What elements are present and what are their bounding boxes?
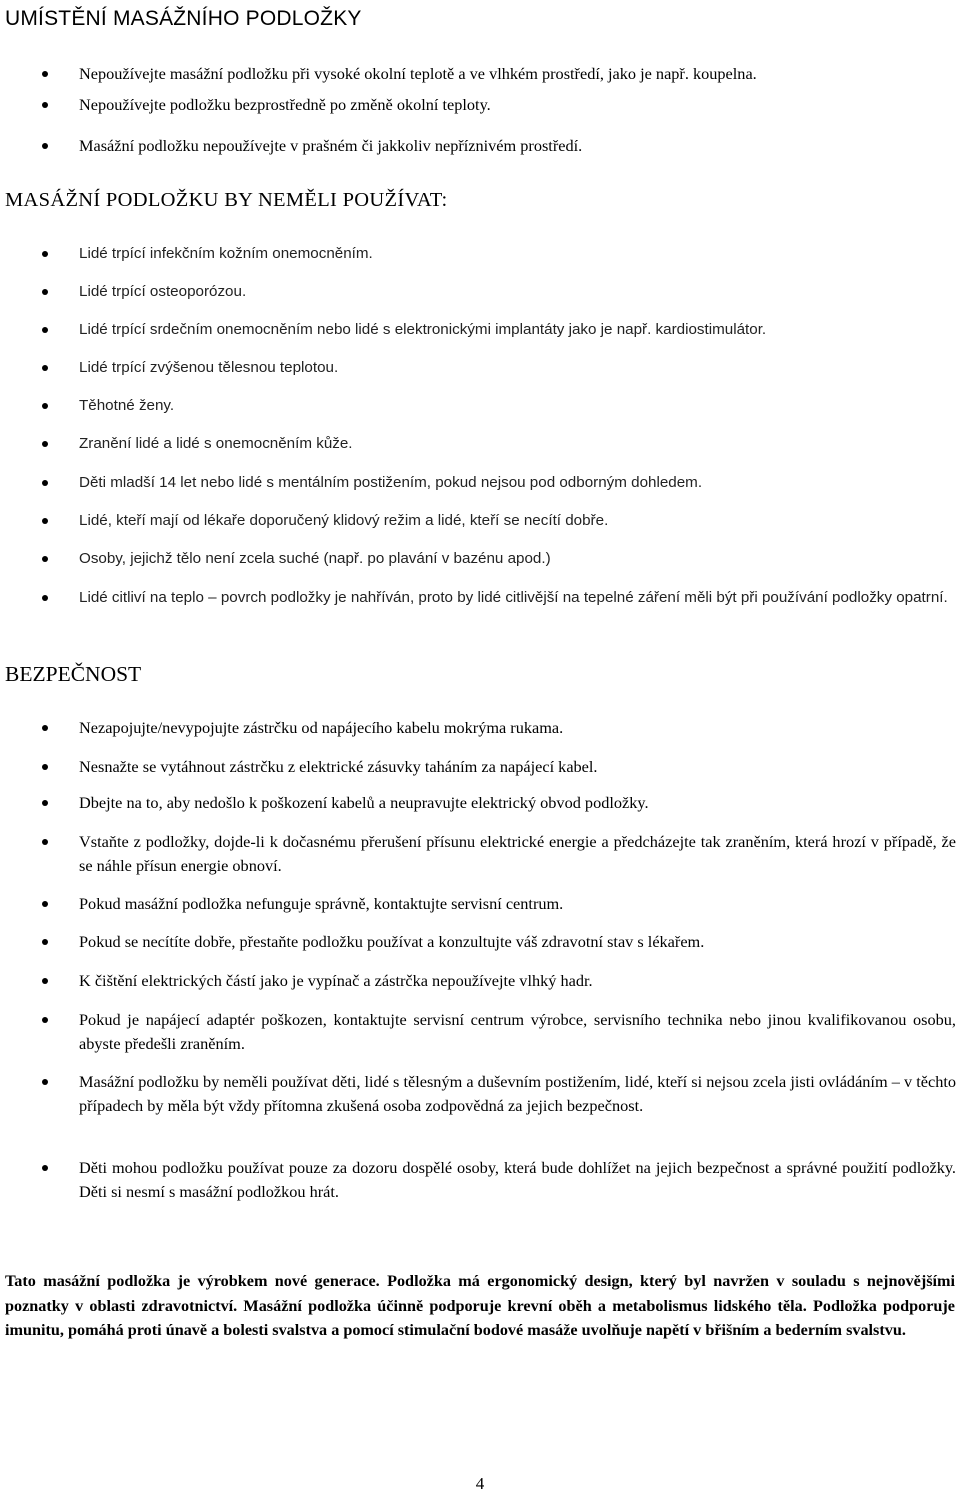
bullet-icon — [42, 327, 48, 333]
document-page: UMÍSTĚNÍ MASÁŽNÍHO PODLOŽKY Nepoužívejte masážní podložku při vysoké okolní teplotě a ve vlhkém prostředí, jako je např. koupelna. Nepoužívejte podložku bezprostředně po změně okolní teploty. Masážní podložku nepoužívejte v prašném či jakkoliv nepříznivém prostředí. MASÁŽNÍ PODLOŽKU BY NEMĚLI POUŽÍVAT: Lidé trpící infekčním kožním onemocněním. Lidé trpící osteoporózou. Lidé trpící srdečním onemocněním nebo lidé s elektronickými implantáty jako je např. kardiostimulátor. Lidé trpící zvýšenou tělesnou teplotou. Těhotné ženy. Zranění lidé a lidé s onemocněním kůže. Děti mladší 14 let nebo lidé s mentálním postižením, pokud nejsou pod odborným dohledem. Lidé, kteří mají od lékaře doporučený klidový režim a lidé, kteří se necítí dobře. Osoby, jejichž tělo není zcela suché (např. po plavání v bazénu apod.) Lidé citliví na teplo – povrch podložky je nahříván, proto by lidé citlivější na tepelné záření měli být při používání podložky opatrní. BEZPEČNOST Nezapojujte/nevypojujte zástrčku od napájecího kabelu mokrýma rukama. Nesnažte se vytáhnout zástrčku z elektrické zásuvky taháním za napájecí kabel. Dbejte na to, aby nedošlo k poškození kabelů a neupravujte elektrický obvod podložky. Vstaňte z podložky, dojde-li k dočasnému přerušení přísunu elektrické energie a předcházejte tak zraněním, která hrozí v případě, že se náhle přísun energie obnoví. Pokud masážní podložka nefunguje správně, kontaktujte servisní centrum. Pokud se necítíte dobře, přestaňte podložku používat a konzultujte váš zdravotní stav s lékařem. K čištění elektrických částí jako je vypínač a zástrčka nepoužívejte vlhký hadr. Pokud je napájecí adaptér poškozen, kontaktujte servisní centrum výrobce, servisního technika nebo jinou kvalifikovanou osobu, abyste předešli zraněním. Masážní podložku by neměli používat děti, lidé s tělesným a duševním postižením, lidé, kteří si nejsou zcela jisti ovládáním – v těchto případech by měla být vždy přítomna zkušená osoba zodpovědná za jejich bezpečnost. Děti mohou podložku používat pouze za dozoru dospělé osoby, která bude dohlížet na jejich bezpečnost a správné použití podložky. Děti si nesmí s masážní podložkou hrát. Tato masážní podložka je výrobkem nové generace. Podložka má ergonomický design, který byl navržen v souladu s nejnovějšími poznatky v oblasti zdravotnictví. Masážní podložka účinně podporuje krevní oběh a metabolismus lidského těla. Podložka podporuje imunitu, pomáhá proti únavě a bolesti svalstva a pomocí stimulační bodové masáže uvolňuje napětí v břišním a bederním svalstvu. 4 — [0, 0, 960, 1496]
bullet-icon — [42, 1165, 48, 1171]
bullet-icon — [42, 800, 48, 806]
bullet-icon — [42, 441, 48, 447]
bullet-icon — [42, 901, 48, 907]
page-number: 4 — [475, 1474, 485, 1493]
section-title-placement: UMÍSTĚNÍ MASÁŽNÍHO PODLOŽKY — [5, 7, 362, 30]
bullet-icon — [42, 251, 48, 257]
bullet-icon — [42, 1017, 48, 1023]
bullet-icon — [42, 764, 48, 770]
bullet-icon — [42, 595, 48, 601]
bullet-icon — [42, 403, 48, 409]
section-title-not-for: MASÁŽNÍ PODLOŽKU BY NEMĚLI POUŽÍVAT: — [5, 189, 448, 211]
bullet-icon — [42, 289, 48, 295]
bullet-icon — [42, 978, 48, 984]
bullet-icon — [42, 839, 48, 845]
bullet-icon — [42, 556, 48, 562]
bullet-icon — [42, 143, 48, 149]
bullet-icon — [42, 939, 48, 945]
bullet-icon — [42, 1079, 48, 1085]
bullet-icon — [42, 725, 48, 731]
closing-paragraph: Tato masážní podložka je výrobkem nové generace. Podložka má ergonomický design, který byl navržen v souladu s nejnovějšími poznatky v oblasti zdravotnictví. Masážní podložka účinně podporuje krevní oběh a metabolismus lidského těla. Podložka podporuje imunitu, pomáhá proti únavě a bolesti svalstva a pomocí stimulační bodové masáže uvolňuje napětí v břišním a bederním svalstvu. — [5, 1272, 955, 1340]
bullet-icon — [42, 71, 48, 77]
section-title-safety: BEZPEČNOST — [5, 662, 142, 686]
bullet-icon — [42, 480, 48, 486]
bullet-icon — [42, 102, 48, 108]
bullet-icon — [42, 518, 48, 524]
bullet-icon — [42, 365, 48, 371]
